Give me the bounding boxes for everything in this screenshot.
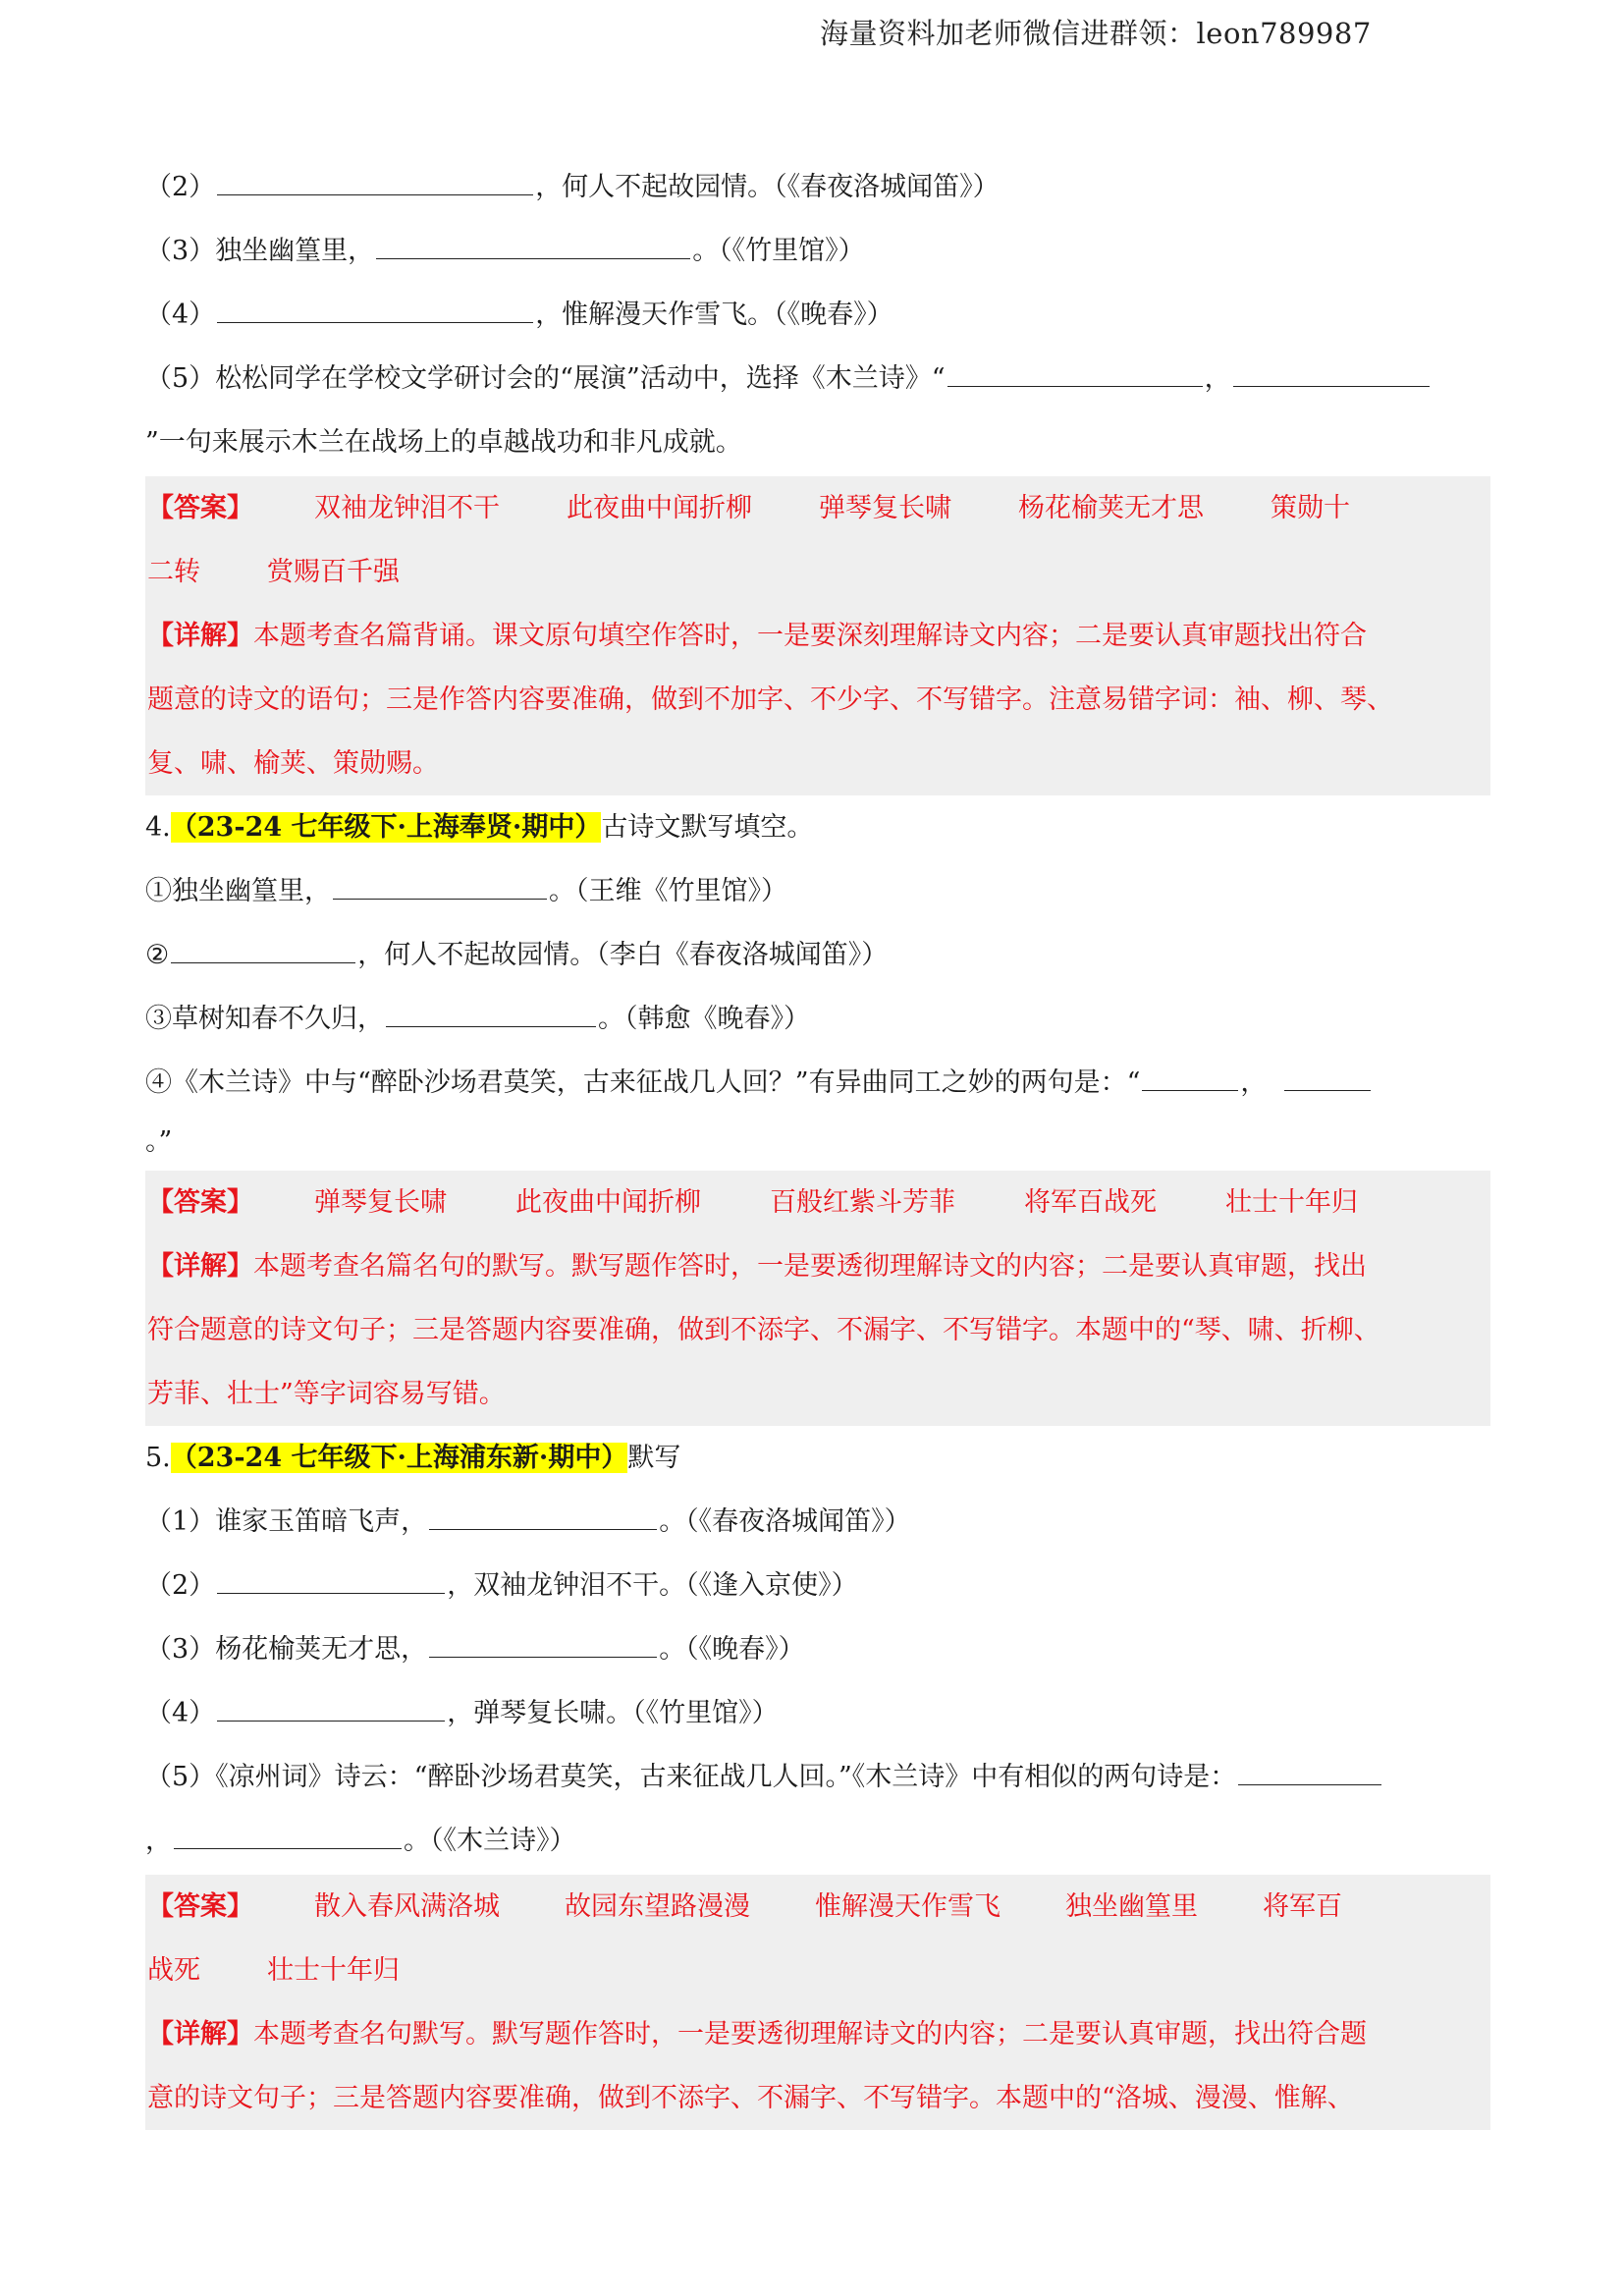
q4-item-2 [145,923,1490,987]
item-text: 。（《木兰诗》） [404,1826,576,1856]
question-prompt: 古诗文默写填空。 [601,812,814,843]
answer-row [147,1939,1488,2002]
item-text: 。（《晚春》） [659,1634,805,1665]
answer-item: 战死 [147,1955,200,1986]
answer-item: 壮士十年归 [267,1955,400,1986]
answer-blank[interactable] [1233,360,1430,387]
item-number: （3） [145,1634,216,1665]
item-text: 《凉州词》诗云：“醉卧沙场君莫笑，古来征战几人回。”《木兰诗》中有相似的两句诗是： [215,1762,1237,1792]
answer-blank[interactable] [217,1695,445,1722]
answer-item: 将军百 [1263,1891,1342,1922]
answer-item: 此夜曲中闻折柳 [567,493,752,523]
item-number: （2） [145,172,216,202]
answer-item: 赏赐百千强 [267,557,400,587]
answer-blank[interactable] [217,169,533,195]
q5-item-3 [145,1617,1490,1681]
item-number: （3） [145,236,216,266]
q4-title [145,795,1490,859]
question-number: 5. [145,1443,171,1473]
answer-blank[interactable] [1284,1065,1371,1091]
explain-row [147,2002,1488,2066]
answer-row [147,1875,1488,1939]
explain-tag: 【详解】 [147,2019,253,2050]
explain-row [147,1234,1488,1298]
answer-item: 弹琴复长啸 [314,1187,447,1218]
item-text: ，双袖龙钟泪不干。（《逢入京使》） [447,1570,858,1601]
q5-item-1 [145,1490,1490,1554]
q5-item-2 [145,1554,1490,1617]
question-number: 4. [145,812,171,843]
item-text: ③草树知春不久归， [145,1004,384,1034]
q3-item-3 [145,219,1490,283]
answer-blank[interactable] [217,297,533,323]
question-source-highlight: （23-24 七年级下·上海浦东新·期中） [170,1443,628,1473]
explain-row: 复、啸、榆荚、策勋赐。 [147,748,439,779]
item-text: 。（《竹里馆》） [692,236,865,266]
item-text: ①独坐幽篁里， [145,876,331,906]
q4-item-4 [145,1051,1490,1115]
item-number: （4） [145,300,216,330]
item-text: 。（韩愈《晚春》） [598,1004,810,1034]
answer-row [147,1171,1488,1234]
q3-item-2 [145,155,1490,219]
item-text: ④《木兰诗》中与“醉卧沙场君莫笑，古来征战几人回？”有异曲同工之妙的两句是：“ [145,1067,1141,1098]
answer-blank[interactable] [386,1001,596,1027]
q4-item-4-cont: 。” [145,1126,173,1157]
answer-blank[interactable] [429,1631,657,1658]
item-number: （1） [145,1506,216,1537]
answer-blank[interactable] [171,937,355,963]
q4-answer-box [145,1171,1490,1426]
answer-item: 弹琴复长啸 [819,493,951,523]
explain-text: 本题考查名句默写。默写题作答时，一是要透彻理解诗文的内容；二是要认真审题，找出符合题 [253,2019,1367,2050]
answer-blank[interactable] [947,360,1203,387]
answer-item: 将军百战死 [1024,1187,1157,1218]
item-text: ，何人不起故园情。（《春夜洛城闻笛》） [535,172,1000,202]
q3-item-4 [145,283,1490,347]
q5-answer-box [145,1875,1490,2130]
explain-tag: 【详解】 [147,1251,253,1282]
question-source-highlight: （23-24 七年级下·上海奉贤·期中） [170,812,602,843]
page-content [145,155,1490,2130]
item-text: 杨花榆荚无才思， [215,1634,428,1665]
explain-text: 本题考查名篇名句的默写。默写题作答时，一是要透彻理解诗文的内容；二是要认真审题，找出 [253,1251,1367,1282]
answer-item: 散入春风满洛城 [314,1891,500,1922]
explain-row: 芳菲、壮士”等字词容易写错。 [147,1379,506,1409]
q5-title [145,1426,1490,1490]
answer-blank[interactable] [174,1823,402,1849]
page-header-watermark: 海量资料加老师微信进群领：leon789987 [820,17,1372,50]
answer-item: 百般红紫斗芳菲 [770,1187,955,1218]
explain-row: 意的诗文句子；三是答题内容要准确，做到不添字、不漏字、不写错字。本题中的“洛城、漫漫、惟解、 [147,2083,1354,2113]
q5-item-4 [145,1681,1490,1745]
answer-item: 惟解漫天作雪飞 [815,1891,1001,1922]
q3-item-5-cont: ”一句来展示木兰在战场上的卓越战功和非凡成就。 [145,427,742,458]
item-text: ， [1240,1067,1268,1098]
explain-text: 本题考查名篇背诵。课文原句填空作答时，一是要深刻理解诗文内容；二是要认真审题找出符合 [253,621,1367,651]
item-text: 。（王维《竹里馆》） [549,876,787,906]
explain-row: 题意的诗文的语句；三是作答内容要准确，做到不加字、不少字、不写错字。注意易错字词：袖、柳、琴、 [147,684,1393,715]
item-text: ② [145,940,170,970]
answer-item: 杨花榆荚无才思 [1018,493,1204,523]
answer-tag: 【答案】 [147,493,253,523]
explain-row: 符合题意的诗文句子；三是答题内容要准确，做到不添字、不漏字、不写错字。本题中的“琴、啸、折柳、 [147,1315,1380,1345]
item-number: （2） [145,1570,216,1601]
item-text: 谁家玉笛暗飞声， [215,1506,428,1537]
q3-item-5 [145,347,1490,410]
answer-item: 故园东望路漫漫 [565,1891,750,1922]
explain-row [147,604,1488,668]
item-text: ，弹琴复长啸。（《竹里馆》） [447,1698,779,1728]
q5-item-5 [145,1745,1490,1809]
answer-blank[interactable] [1142,1065,1238,1091]
item-number: （4） [145,1698,216,1728]
q5-item-5-cont [145,1809,1490,1873]
answer-blank[interactable] [1238,1759,1381,1785]
item-text: ，何人不起故园情。（李白《春夜洛城闻笛》） [357,940,889,970]
answer-tag: 【答案】 [147,1891,253,1922]
answer-blank[interactable] [333,873,547,900]
answer-blank[interactable] [217,1567,445,1594]
answer-blank[interactable] [429,1503,657,1530]
answer-blank[interactable] [376,233,690,259]
item-number: （5） [145,363,216,394]
answer-item: 策勋十 [1271,493,1350,523]
answer-item: 壮士十年归 [1225,1187,1358,1218]
answer-tag: 【答案】 [147,1187,253,1218]
item-text: ， [1204,363,1231,394]
answer-item: 此夜曲中闻折柳 [515,1187,701,1218]
q4-item-1 [145,859,1490,923]
explain-tag: 【详解】 [147,621,253,651]
q4-item-3 [145,987,1490,1051]
answer-row [147,540,1488,604]
item-text: ，惟解漫天作雪飞。（《晚春》） [535,300,893,330]
question-prompt: 默写 [627,1443,681,1473]
answer-item: 双袖龙钟泪不干 [314,493,500,523]
item-number: （5） [145,1762,216,1792]
answer-item: 二转 [147,557,200,587]
item-text: ， [145,1826,172,1856]
item-text: 独坐幽篁里， [215,236,375,266]
item-text: 松松同学在学校文学研讨会的“展演”活动中，选择《木兰诗》“ [215,363,946,394]
answer-row [147,476,1488,540]
answer-item: 独坐幽篁里 [1065,1891,1198,1922]
item-text: 。（《春夜洛城闻笛》） [659,1506,911,1537]
q3-answer-box [145,476,1490,795]
